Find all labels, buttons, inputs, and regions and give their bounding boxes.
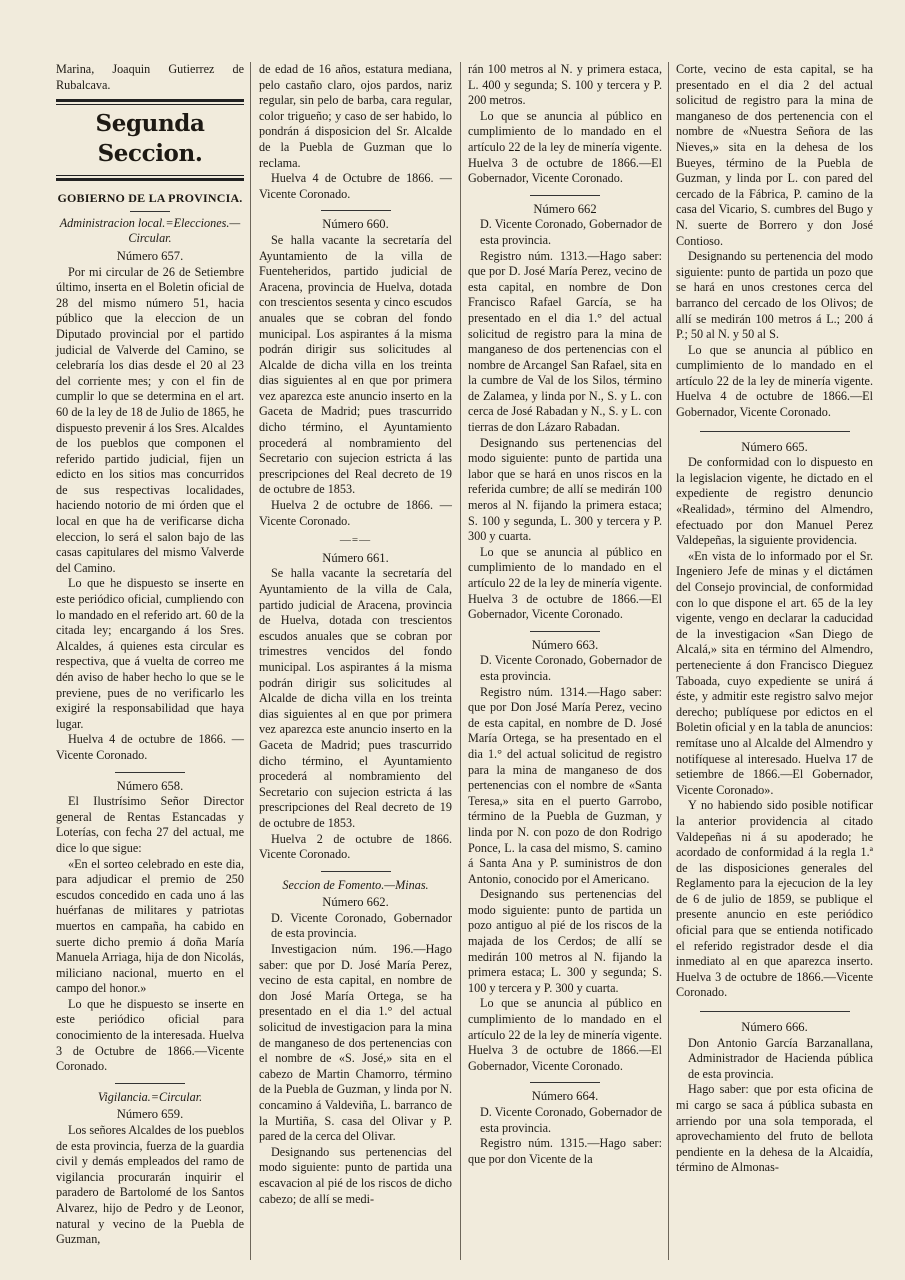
paragraph: Huelva 4 de octubre de 1866. —Vicente Coronado.: [56, 732, 244, 762]
section-title: Segunda Seccion.: [95, 110, 205, 168]
paragraph: «En vista de lo informado por el Sr. Ingeniero Jefe de minas y el dictámen del Consejo provincial, de conformidad con lo que dispone el art. 65 de la ley vigente, vengo en declarar la caducidad de la investigacion «San Diego de Alcalá,» sita en término del Almendro, perteneciente á don Francisco Dieguez Taboada, cuyo expediente se unirá á éste, y admitir este registro salvo mejor derecho; publíquese por edictos en el Boletin oficial y en la tabla de anuncios: remítase uno al Alcalde del Almendro y notifíquese al interesado. Huelva 17 de setiembre de 1866.—El Gobernador, Vicente Coronado».: [676, 548, 873, 797]
paragraph: Registro núm. 1313.—Hago saber: que por D. José María Perez, vecino de esta capital, en nombre de Don Francisco Rafael García, se ha presentado en el dia 1.° del actual solicitud de registro para la mina de manganeso de dos pertenencias con el nombre de Arcangel San Rafael, sita en la cumbre de Val de los Silos, término de Zalamea, y linda por N., S. y L. con cerca de José Rabadan y N., S. y L. con tierras de don Lázaro Rabadan.: [468, 248, 662, 435]
continued-text: Marina, Joaquin Gutierrez de Rubalcava.: [56, 62, 244, 92]
paragraph: Lo que se anuncia al público en cumplimiento de lo mandado en el artículo 22 de la ley de minería vigente. Huelva 3 de octubre de 1866.—El Gobernador, Vicente Coronado.: [468, 996, 662, 1073]
paragraph: D. Vicente Coronado, Gobernador de esta provincia.: [480, 653, 662, 683]
paragraph: D. Vicente Coronado, Gobernador de esta provincia.: [480, 217, 662, 247]
separator: [115, 772, 185, 773]
paragraph: Lo que he dispuesto se inserte en este periódico oficial, cumpliendo con lo mandado en el referido art. 60 de la citada ley; encargando á los Sres. Alcaldes, á quienes esta circular es respectiva, que á vuelta de correo me dén aviso de haber hecho lo que se le previene, pues de no verificarlo les exigiré la responsabilidad que haya lugar.: [56, 576, 244, 731]
paragraph: D. Vicente Coronado, Gobernador de esta provincia.: [271, 910, 452, 941]
paragraph: Huelva 4 de Octubre de 1866. —Vicente Coronado.: [259, 171, 452, 201]
column-divider: [668, 62, 669, 1260]
paragraph: Lo que se anuncia al público en cumplimiento de lo mandado en el artículo 22 de la ley de minería vigente. Huelva 4 de octubre de 1866.—El Gobernador, Vicente Coronado.: [676, 342, 873, 420]
notice-number: Número 659.: [116, 1107, 184, 1122]
paragraph: Lo que se anuncia al público en cumplimiento de lo mandado en el artículo 22 de la ley de minería vigente. Huelva 3 de octubre de 1866.—El Gobernador, Vicente Coronado.: [468, 544, 662, 622]
paragraph: Designando sus pertenencias del modo siguiente: punto de partida una labor que se hará en unos riscos en la referida cumbre; de allí se medirán 100 meros al N. fijando la primera estaca; S. 100 y segunda, L. 300 y tercera y P. 300 y cuarta.: [468, 435, 662, 544]
paragraph: Se halla vacante la secretaría del Ayuntamiento de la villa de Fuenteheridos, partido judicial de Aracena, provincia de Huelva, dotada con trescientos sesenta y cinco escudos anuales que se cobran del fondo municipal. Los aspirantes á la misma podrán dirigir sus solicitudes al Alcalde de dicha villa en los treinta dias siguientes al en que por primera vez aparezca este anuncio inserto en la Gaceta de Madrid; pues trascurrido dicho término, el Ayuntamiento procederá al nombramiento del Secretario con sujecion estricta á las prescripciones del Real decreto de 19 de octubre de 1853.: [259, 232, 452, 497]
notice-number: Número 660.: [322, 217, 389, 232]
section-rule: [56, 175, 244, 181]
paragraph: Hago saber: que por esta oficina de mi cargo se saca á pública subasta en arriendo por una sola temporada, el aprovechamiento del fruto de bellota pendiente en la dehesa de la Alcaidía, término de Almonas-: [676, 1082, 873, 1175]
paragraph: Lo que se anuncia al público en cumplimiento de lo mandado en el artículo 22 de la ley de minería vigente. Huelva 3 de octubre de 1866.—El Gobernador, Vicente Coronado.: [468, 108, 662, 186]
separator: [700, 1011, 850, 1012]
paragraph: Los señores Alcaldes de los pueblos de esta provincia, fuerza de la guardia civil y demás empleados del ramo de vigilancia procurarán inquirir el paradero de Bartolomé de los Santos Alvarez, hijo de Pedro y de Leonor, natural y vecino de la Puebla de Guzman,: [56, 1123, 244, 1247]
section-rule: [56, 99, 244, 105]
paragraph: Huelva 2 de octubre de 1866. —Vicente Coronado.: [259, 498, 452, 528]
notice-number: Número 665.: [741, 439, 808, 454]
column-4: [676, 62, 873, 1176]
paragraph: Designando sus pertenencias del modo siguiente: punto de partida un pozo antiguo al pié de los riscos de la majada de los Cerdos; de allí se medirán 100 metros al N. fijando la primera estaca; L. 300 y segunda; S. 100 y tercera y P. 300 y cuarta.: [468, 887, 662, 995]
continued-text: Corte, vecino de esta capital, se ha presentado en el dia 2 del actual solicitud de registro para la mina de manganeso de dos pertenencia con el nombre de «Nuestra Señora de las Nieves,» sita en la dehesa de los Bueyes, término de la Puebla de Guzman, y linda por L. con pared del cercado de la Fábrica, P. camino de la casa del Vicario, S. cumbres del Bugo y N. suerte de Borrero y don José Contioso.: [676, 62, 873, 248]
paragraph: Lo que he dispuesto se inserte en este periódico oficial para conocimiento de la interesada. Huelva 3 de Octubre de 1866.—Vicente Coronado.: [56, 996, 244, 1074]
notice-number: Número 661.: [322, 550, 389, 565]
column-2: [259, 62, 452, 1207]
paragraph: Designando sus pertenencias del modo siguiente: punto de partida una escavacion al pié de los riscos de dicho cabezo; de allí se medi-: [259, 1144, 452, 1206]
column-divider: [460, 62, 461, 1260]
vigilancia-line: Vigilancia.=Circular.: [97, 1089, 203, 1104]
separator: [115, 1083, 185, 1084]
column-3: [468, 62, 662, 1167]
paragraph: Registro núm. 1315.—Hago saber: que por don Vicente de la: [468, 1136, 662, 1166]
notice-number: Número 666.: [741, 1020, 808, 1035]
notice-number: Número 662.: [322, 895, 389, 910]
gov-header: GOBIERNO DE LA PROVINCIA.: [57, 191, 243, 206]
separator-glyph: —=—: [339, 534, 372, 547]
admin-line: Administracion local.=Elecciones.—Circular.: [59, 215, 241, 246]
notice-number: Número 658.: [116, 778, 184, 793]
fomento-line: Seccion de Fomento.—Minas.: [282, 877, 429, 892]
separator: [530, 195, 600, 196]
notice-number: Número 663.: [531, 637, 599, 652]
notice-number: Número 664.: [531, 1089, 599, 1104]
continued-text: rán 100 metros al N. y primera estaca, L. 400 y segunda; S. 100 y tercera y P. 200 metros.: [468, 62, 662, 108]
notice-number: Número 657.: [116, 248, 184, 263]
paragraph: De conformidad con lo dispuesto en la legislacion vigente, he dictado en el expediente de registro denuncio «Realidad», término del Almendro, efectuado por don Manuel Perez Valdepeñas, la siguiente providencia.: [676, 455, 873, 548]
paragraph: D. Vicente Coronado, Gobernador de esta provincia.: [480, 1105, 662, 1135]
paragraph: Huelva 2 de octubre de 1866. Vicente Coronado.: [259, 831, 452, 862]
paragraph: Registro núm. 1314.—Hago saber: que por Don José María Perez, vecino de esta capital, en nombre de D. José María Ortega, se ha presentado en el dia 1.° del actual solicitud de registro para la mina de manganeso de dos pertenencias con el nombre de «Santa Teresa,» sita en el puerto Garrobo, término de la Puebla de Guzman, y linda por N. con pozo de don Rodrigo Ponce, L. la casa del mismo, S. camino á Santa Ana y P. suministros de don Antonio, conocido por el Americano.: [468, 684, 662, 886]
short-rule: [130, 211, 170, 212]
column-divider: [250, 62, 251, 1260]
separator: [700, 431, 850, 432]
continued-text: de edad de 16 años, estatura mediana, pelo castaño claro, ojos pardos, nariz regular, sin pelo de barba, cara regular, color trigueño; y caso de ser habido, lo pondrán á disposicion del Sr. Alcalde de la Puebla de Guzman que lo reclama.: [259, 62, 452, 170]
paragraph: «En el sorteo celebrado en este dia, para adjudicar el premio de 250 escudos concedido en cada uno á las huérfanas de militares y patriotas muertos en campaña, ha cabido en suerte dicho premio á doña María Manuela Arriaga, hija de don Nicolás, miliciano nacional, muerto en el campo del honor.»: [56, 856, 244, 996]
separator: [321, 871, 391, 872]
notice-number: Número 662: [533, 201, 597, 216]
paragraph: Por mi circular de 26 de Setiembre último, inserta en el Boletin oficial de 28 del mismo número 51, hacia público que la eleccion de un Diputado provincial por el partido judicial de Valverde del Camino, se celebraría los dias desde el 20 al 23 del corriente mes; y con el fin de cumplir lo que se determina en el art. 60 de la ley de 18 de Julio de 1865, he dispuesto prevenir á los Sres. Alcaldes de los pueblos que componen el referido partido judicial, fijen un edicto en los sitios mas concurridos de sus respectivas localidades, haciendo notorio de mi órden que el local en que ha de verificarse dicha eleccion, lo será el salon bajo de las casas capitulares del mismo Valverde del Camino.: [56, 264, 244, 575]
paragraph: Designando su pertenencia del modo siguiente: punto de partida un pozo que se hará en unos crestones cerca del barranco del cercado de los Olivos; de allí se medirán 100 metros á L.; 200 á P.; 50 al N. y 50 al S.: [676, 249, 873, 342]
separator: [321, 210, 391, 211]
separator: [530, 631, 600, 632]
column-1: [56, 62, 244, 1248]
paragraph: Don Antonio García Barzanallana, Administrador de Hacienda pública de esta provincia.: [688, 1035, 873, 1081]
paragraph: Investigacion núm. 196.—Hago saber: que por D. José María Perez, vecino de esta capital, en nombre de don José María Ortega, se ha presentado en el dia 1.° del actual solicitud de investigacion para la mina de manganeso de dos pertenencias con el nombre de «S. José,» sita en el cabezo de Martin Chamorro, término de la Puebla de Guzman, y linda por N. concamino á Valdeviña, L. barranco de la Murtiña, S. casa del Olivar y P. pared de la cerca del Olivar.: [259, 942, 452, 1144]
paragraph: Se halla vacante la secretaría del Ayuntamiento de la villa de Cala, partido judicial de Aracena, provincia de Huelva, dotada con trescientos escudos anuales que se cobran por trimestres vencidos del fondo municipal. Los aspirantes á la misma podrán dirigir sus solicitudes al Alcalde de dicha villa en los treinta dias siguientes al en que por primera vez aparezca este anuncio inserto en la Gaceta de Madrid; pues trascurrido dicho término, el Ayuntamiento procederá al nombramiento del Secretario con sujecion estricta á las prescripciones del Real decreto de 19 de octubre de 1853.: [259, 566, 452, 830]
separator: [530, 1082, 600, 1083]
paragraph: Y no habiendo sido posible notificar la anterior providencia al citado Valdepeñas ni á su apoderado; he acordado de conformidad á la regla 1.ª de las disposiciones generales del Reglamento para la ejecucion de la ley de 6 de julio de 1859, se publique el presente anuncio en este periódico oficial para que se entienda notificado el referido registrador desde el dia inmediato al en que aparezca inserto. Huelva 3 de octubre de 1866.—Vicente Coronado.: [676, 798, 873, 1000]
paragraph: El Ilustrísimo Señor Director general de Rentas Estancadas y Loterías, con fecha 27 del actual, me dice lo que sigue:: [56, 794, 244, 855]
